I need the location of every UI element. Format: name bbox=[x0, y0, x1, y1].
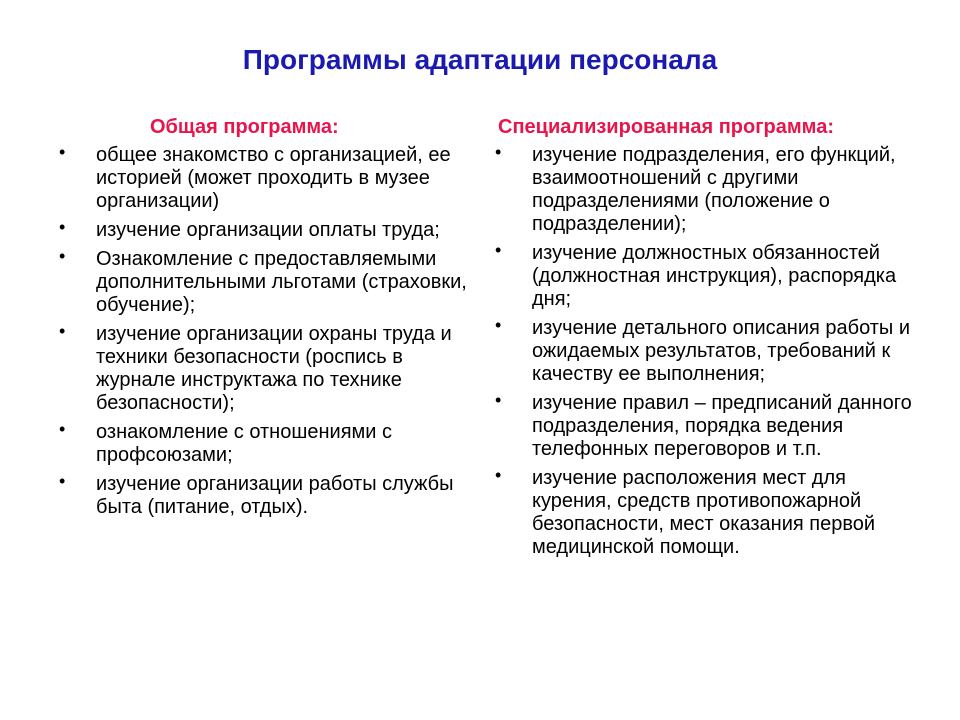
bullet-icon: • bbox=[495, 142, 502, 162]
list-item-text: изучение должностных обязанностей (должностная инструкция), распорядка дня; bbox=[532, 242, 897, 310]
list-item-text: изучение организации охраны труда и техники безопасности (роспись в журнале инструктажа по технике безопасности); bbox=[96, 323, 452, 414]
list-item bbox=[56, 219, 476, 242]
general-program-list bbox=[56, 144, 476, 519]
bullet-icon: • bbox=[495, 315, 502, 335]
list-item-text: изучение организации оплаты труда; bbox=[96, 219, 440, 241]
list-item bbox=[56, 473, 476, 519]
general-program-column bbox=[56, 114, 476, 525]
list-item bbox=[492, 242, 912, 311]
list-item-text: изучение организации работы службы быта (питание, отдых). bbox=[96, 473, 454, 518]
specialized-program-column bbox=[492, 114, 912, 565]
slide-title: Программы адаптации персонала bbox=[242, 44, 718, 75]
list-item-text: изучение подразделения, его функций, взаимоотношений с другими подразделениями (положение о подразделении); bbox=[532, 144, 896, 235]
bullet-icon: • bbox=[59, 321, 66, 341]
specialized-program-list bbox=[492, 144, 912, 559]
specialized-program-heading: Специализированная программа: bbox=[498, 116, 834, 138]
list-item-text: изучение расположения мест для курения, средств противопожарной безопасности, мест оказания первой медицинской помощи. bbox=[532, 467, 876, 558]
list-item-text: изучение детального описания работы и ожидаемых результатов, требований к качеству ее выполнения; bbox=[532, 317, 911, 385]
list-item bbox=[56, 248, 476, 317]
bullet-icon: • bbox=[59, 142, 66, 162]
list-item bbox=[492, 144, 912, 236]
bullet-icon: • bbox=[495, 390, 502, 410]
bullet-icon: • bbox=[495, 465, 502, 485]
list-item bbox=[56, 144, 476, 213]
list-item-text: Ознакомление с предоставляемыми дополнительными льготами (страховки, обучение); bbox=[96, 248, 467, 316]
bullet-icon: • bbox=[495, 240, 502, 260]
list-item bbox=[492, 317, 912, 386]
list-item-text: ознакомление с отношениями с профсоюзами; bbox=[96, 421, 393, 466]
list-item bbox=[56, 421, 476, 467]
bullet-icon: • bbox=[59, 217, 66, 237]
list-item bbox=[492, 392, 912, 461]
list-item-text: общее знакомство с организацией, ее историей (может проходить в музее организации) bbox=[96, 144, 451, 212]
general-program-heading: Общая программа: bbox=[150, 116, 339, 138]
list-item-text: изучение правил – предписаний данного подразделения, порядка ведения телефонных переговоров и т.п. bbox=[532, 392, 912, 460]
bullet-icon: • bbox=[59, 419, 66, 439]
bullet-icon: • bbox=[59, 246, 66, 266]
bullet-icon: • bbox=[59, 471, 66, 491]
list-item bbox=[56, 323, 476, 415]
list-item bbox=[492, 467, 912, 559]
